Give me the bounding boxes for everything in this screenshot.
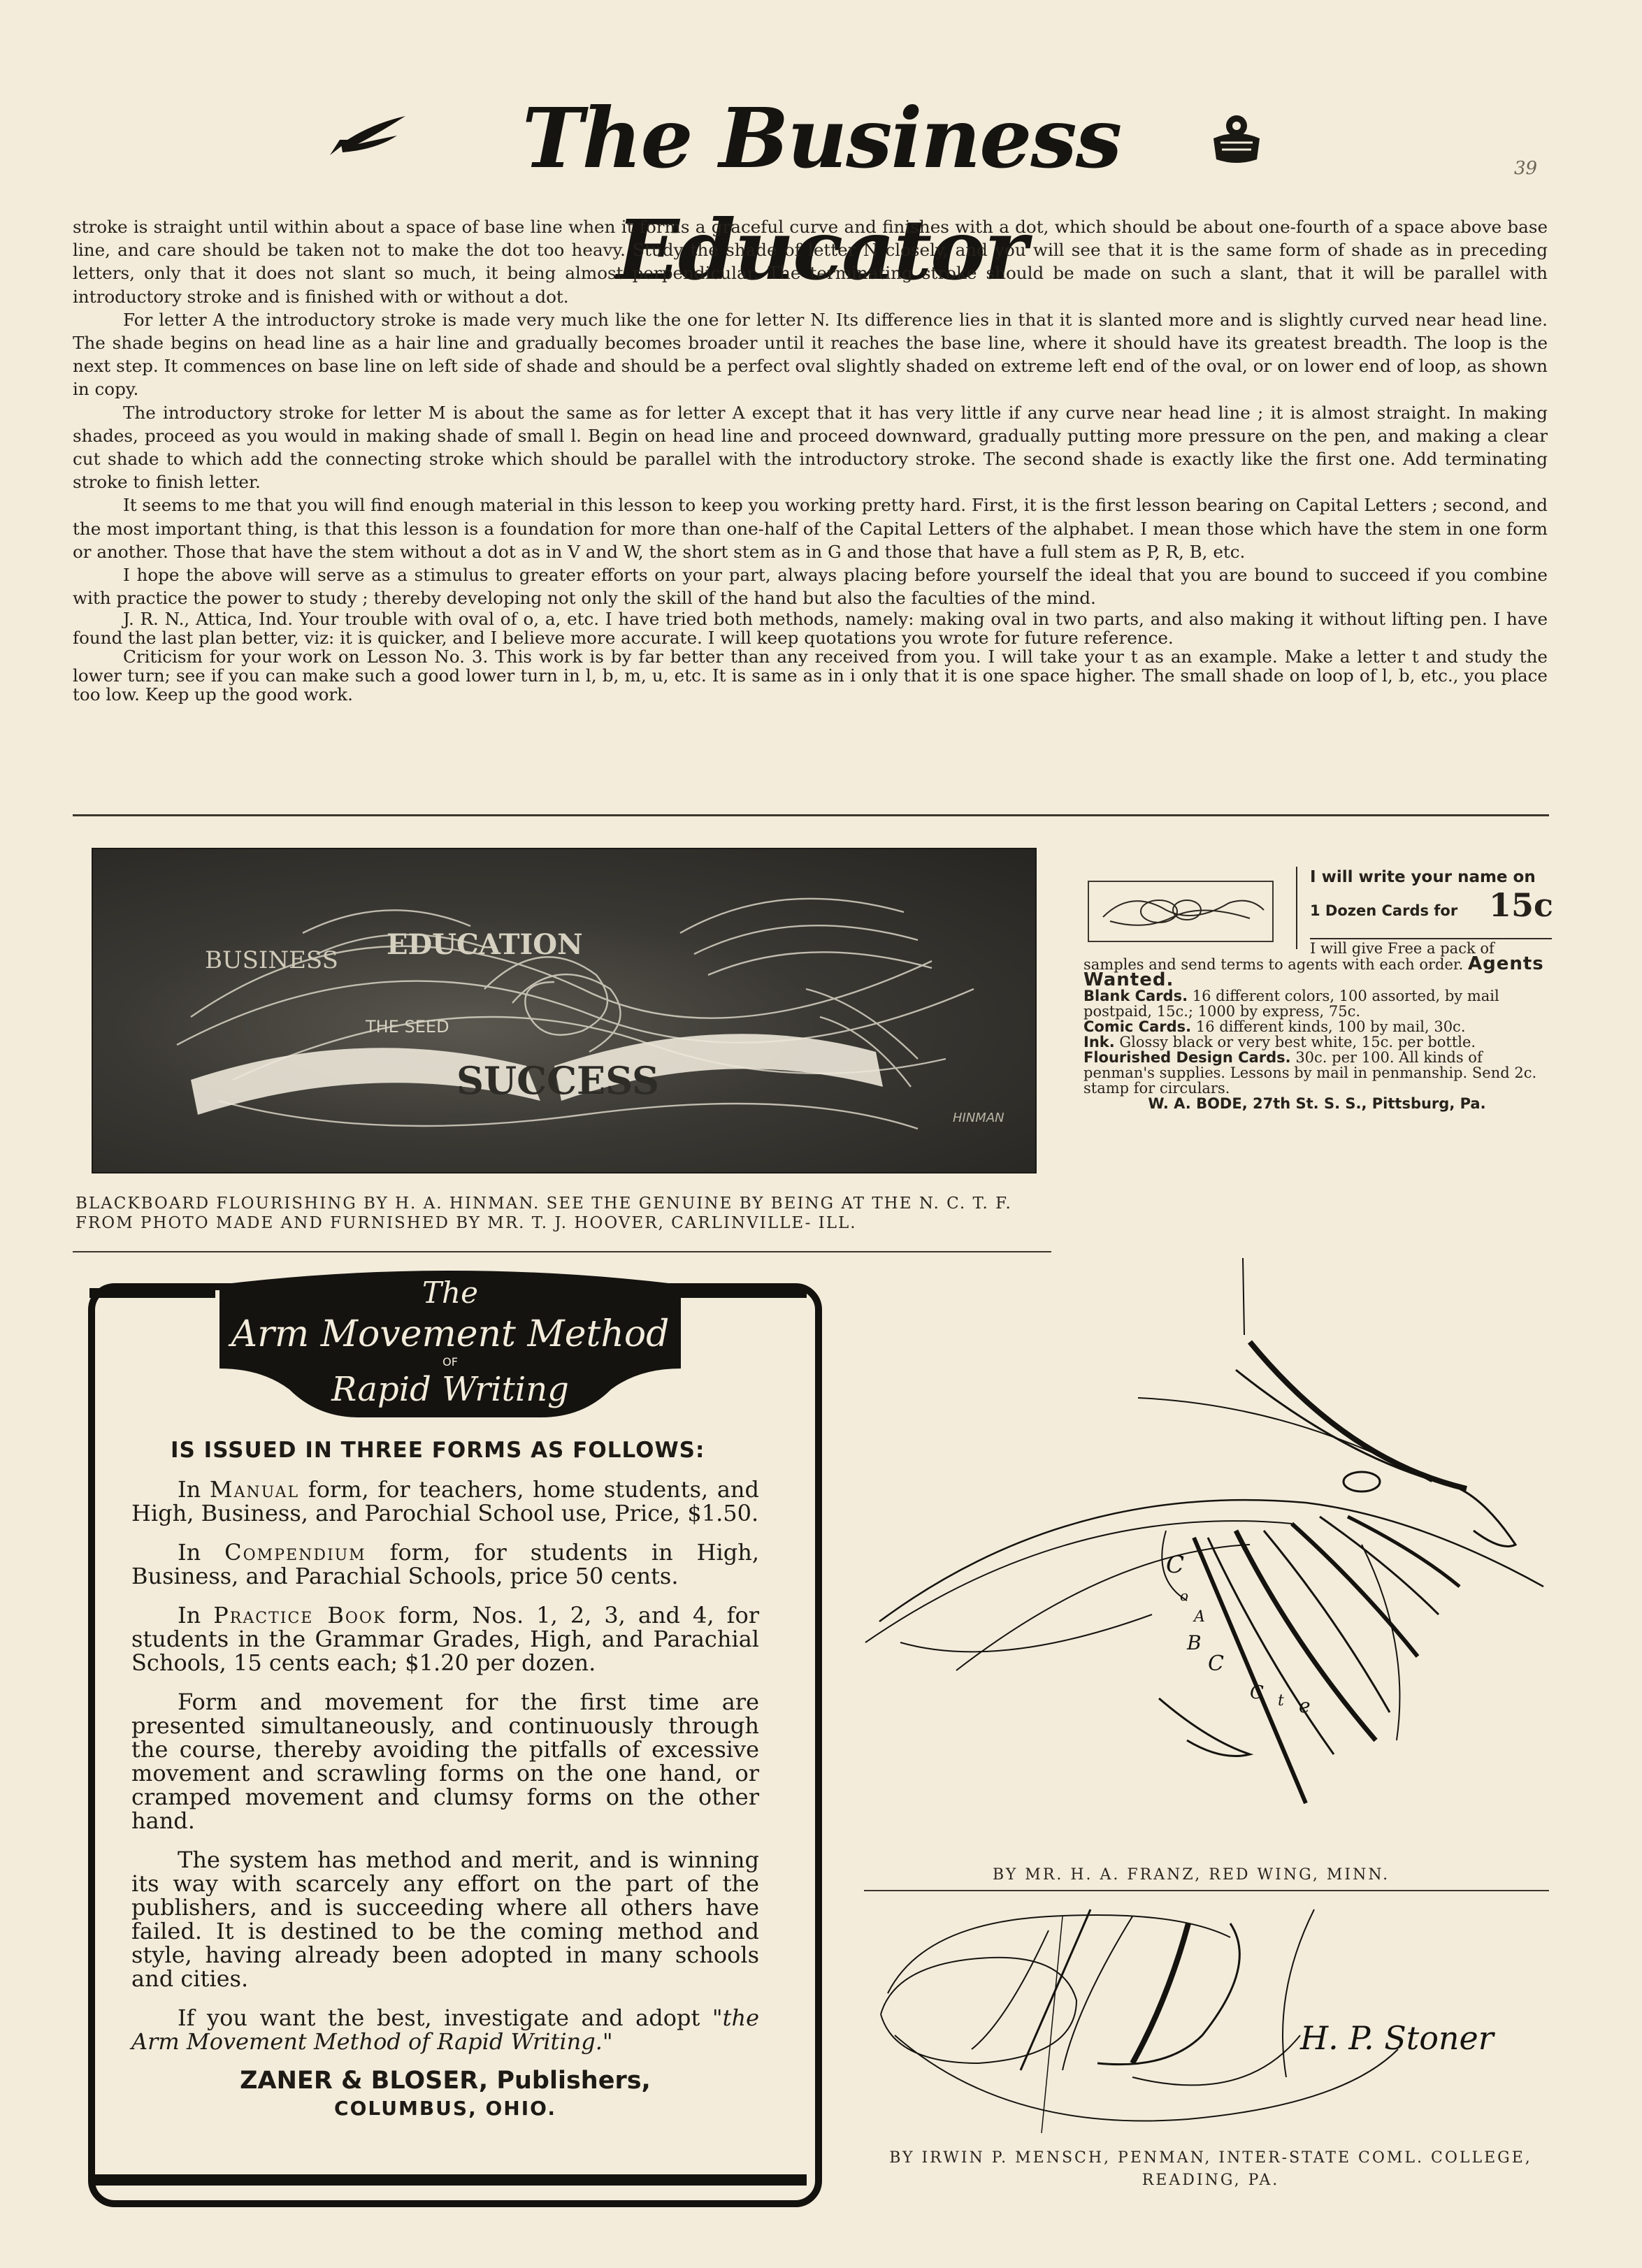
caption-line: BY IRWIN P. MENSCH, PENMAN, INTER-STATE COML. COLLEGE,: [889, 2149, 1532, 2167]
lesson-paragraph: J. R. N., Attica, Ind. Your trouble with oval of o, a, etc. I have tried both methods, namely: making oval in two parts, and also making it without lifting pen. I have found the last plan better, viz: it is quicker, and I believe more accurate. I will keep quotations you wrote for future reference.: [73, 609, 1548, 649]
svg-text:A: A: [1194, 1608, 1205, 1626]
ad-headline: IS ISSUED IN THREE FORMS AS FOLLOWS:: [171, 1438, 705, 1463]
svg-text:C: C: [1208, 1652, 1224, 1676]
agents-wanted: Agents Wanted.: [1083, 953, 1544, 990]
product-item: Comic Cards. 16 different kinds, 100 by mail, 30c.: [1083, 1018, 1466, 1035]
lesson-paragraph: Criticism for your work on Lesson No. 3. This work is by far better than any received from you. I will take your t as an example. Make a letter t and study the lower turn; see if you can make such a good lower turn in l, b, m, u, etc. It is same as in i only that it is one space higher. The small shade on loop of l, b, etc., you place too low. Keep up the good work.: [73, 647, 1548, 705]
svg-text:o: o: [1180, 1587, 1189, 1604]
publisher-name: ZANER & BLOSER, Publishers,: [240, 2067, 651, 2095]
lesson-paragraph: I hope the above will serve as a stimulus to greater efforts on your part, always placing before yourself the ideal that you are bound to succeed if you combine with practice the power to study ; thereby developing not only the skill of the hand but also the faculties of the mind.: [73, 565, 1548, 609]
banner-of: OF: [442, 1355, 458, 1368]
caption-line: READING, PA.: [1142, 2172, 1280, 2189]
ad-body: [1083, 941, 1550, 1111]
divider: [1296, 867, 1297, 949]
publisher-ad-banner: [219, 1264, 681, 1423]
ad-offer: [1310, 886, 1554, 931]
publisher-ad-text: [131, 1438, 759, 2121]
ad-paragraph: Form and movement for the first time are presented simultaneously, and continuously through the course, thereby avoiding the pitfalls of excessive movement and scrawling forms on the one hand, or cramped movement and clumsy forms on the other hand.: [131, 1689, 759, 1834]
svg-text:B: B: [1187, 1631, 1202, 1654]
product-item: Blank Cards. 16 different colors, 100 assorted, by mail postpaid, 15c.; 1000 by express, 75c.: [1083, 988, 1499, 1020]
ad-paragraph: In Compendium form, for students in High, Business, and Parachial Schools, price 50 cents.: [131, 1539, 760, 1589]
svg-text:t: t: [1278, 1692, 1284, 1710]
svg-text:C: C: [1166, 1551, 1185, 1579]
publisher-city: COLUMBUS, OHIO.: [334, 2097, 556, 2120]
ad-paragraph: In Manual form, for teachers, home students, and High, Business, and Parochial School use, Price, $1.50.: [131, 1476, 760, 1526]
masthead-title: The Business Educator: [521, 89, 1121, 298]
signature-flourish: [867, 1895, 1552, 2147]
lesson-text: [73, 215, 1548, 704]
bird-flourish-illustration: [858, 1251, 1557, 1866]
flourished-card-sample: [1088, 881, 1274, 942]
lesson-paragraph: stroke is straight until within about a space of base line when it forms a graceful curve and finishes with a dot, which should be about one-fourth of a space above base line, and care should be taken not to make the dot too heavy. Study the shade of letter N closely, and you will see that it is the same form of shade as in preceding letters, only that it does not slant so much, it being almost perpendicular. The terminating stroke should be made on such a slant, that it will be parallel with introductory stroke and is finished with or without a dot.: [73, 217, 1548, 307]
board-word: SUCCESS: [456, 1058, 660, 1103]
banner-the: The: [422, 1276, 478, 1310]
advertiser-signature: W. A. BODE, 27th St. S. S., Pittsburg, Pa.: [1148, 1095, 1486, 1112]
page-number: 39: [1514, 158, 1538, 179]
section-divider: [864, 1890, 1549, 1891]
emblem-icon: [1208, 110, 1265, 168]
free-rest: samples and send terms to agents with each order. Agents Wanted.: [1083, 953, 1544, 990]
ad-paragraph: In Practice Book form, Nos. 1, 2, 3, and 4, for students in the Grammar Grades, High, and Parachial Schools, 15 cents each; $1.20 per dozen.: [131, 1602, 759, 1676]
ad-headline: I will write your name on: [1310, 868, 1536, 886]
franz-caption: BY MR. H. A. FRANZ, RED WING, MINN.: [993, 1866, 1390, 1884]
lesson-paragraph: It seems to me that you will find enough material in this lesson to keep you working pretty hard. First, it is the first lesson bearing on Capital Letters ; second, and the most important thing, is that this lesson is a foundation for more than one-half of the Capital Letters of the alphabet. I mean those which have the stem in one form or another. Those that have the stem without a dot as in V and W, the short stem as in G and those that have a full stem as P, R, B, etc.: [73, 495, 1548, 562]
board-word: EDUCATION: [387, 928, 583, 961]
product-item: Flourished Design Cards. 30c. per 100. All kinds of penman's supplies. Lessons by mail in penmanship. Send 2c. stamp for circulars.: [1083, 1049, 1537, 1097]
signature-text: H. P. Stoner: [1300, 2019, 1494, 2057]
offer-text: 1 Dozen Cards for: [1310, 902, 1458, 919]
mensch-caption: [861, 2147, 1560, 2192]
board-word: BUSINESS: [205, 946, 338, 974]
board-word: HINMAN: [953, 1111, 1004, 1125]
banner-subtitle: Rapid Writing: [331, 1370, 569, 1409]
svg-text:C: C: [1250, 1682, 1264, 1703]
ad-paragraph: If you want the best, investigate and adopt "the Arm Movement Method of Rapid Writing.": [131, 2005, 760, 2055]
svg-text:e: e: [1299, 1694, 1311, 1717]
blackboard-caption: BLACKBOARD FLOURISHING BY H. A. HINMAN. SEE THE GENUINE BY BEING AT THE N. C. T. F. FROM PHOTO MADE AND FURNISHED BY MR. T. J. HOOVER, CARLINVILLE- ILL.: [75, 1194, 1012, 1232]
ad-paragraph: The system has method and merit, and is winning its way with scarcely any effort on the part of the publishers, and is succeeding where all others have failed. It is destined to be the coming method and style, having already been adopted in many schools and cities.: [131, 1847, 759, 1992]
lesson-paragraph: For letter A the introductory stroke is made very much like the one for letter N. Its difference lies in that it is slanted more and is slightly curved near head line. The shade begins on head line as a hair line and gradually becomes broader until it reaches the base line, where it should have its greatest breadth. The loop is the next step. It commences on base line on left side of shade and should be a perfect oval slightly shaded on extreme left end of the oval, or on lower end of loop, as shown in copy.: [73, 309, 1548, 400]
divider: [1310, 938, 1552, 939]
section-divider: [73, 814, 1549, 816]
lesson-paragraph: The introductory stroke for letter M is about the same as for letter A except that it has very little if any curve near head line ; it is almost straight. In making shades, proceed as you would in making shade of small l. Begin on head line and proceed downward, gradually putting more pressure on the pen, and making a clear cut shade to which add the connecting stroke which should be parallel with the introductory stroke. The second shade is exactly like the first one. Add terminating stroke to finish letter.: [73, 402, 1548, 493]
product-item: Ink. Glossy black or very best white, 15c. per bottle.: [1083, 1034, 1476, 1050]
board-word: THE SEED: [366, 1017, 449, 1037]
blackboard-flourish-image: [92, 848, 1037, 1173]
offer-price: 15c: [1489, 886, 1554, 924]
banner-title: Arm Movement Method: [231, 1313, 670, 1355]
free-line: I will give Free a pack of: [1310, 940, 1495, 957]
